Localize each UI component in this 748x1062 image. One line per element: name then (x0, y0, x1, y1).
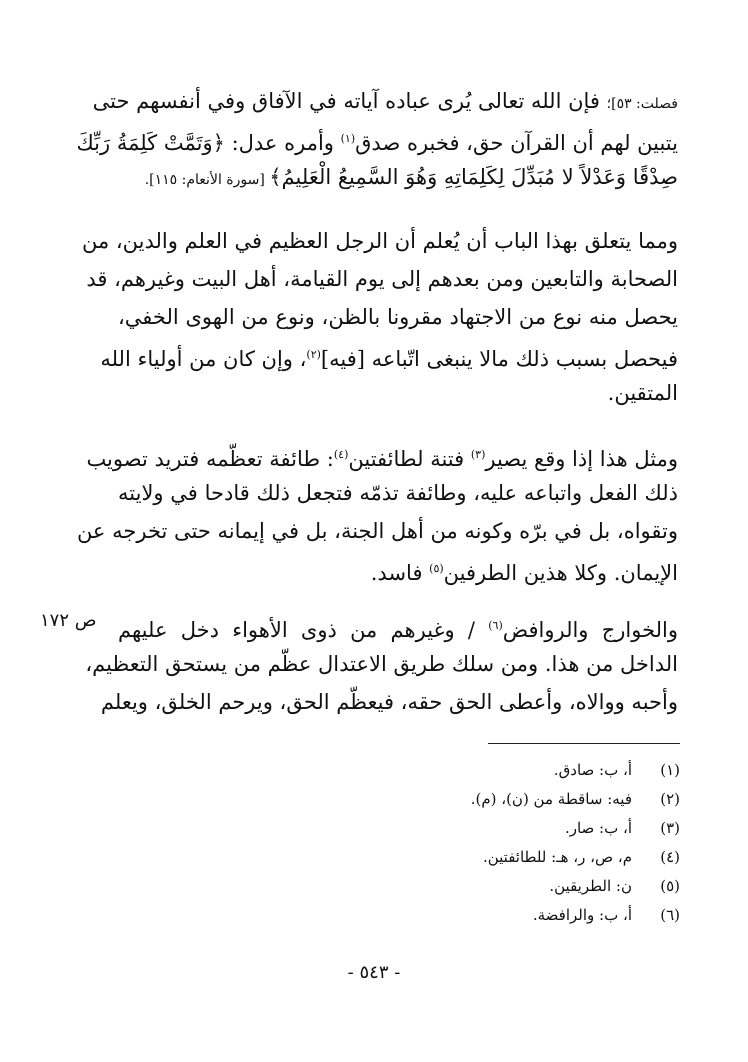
text-line: وتقواه، بل في برّه وكونه من أهل الجنة، بل في إيمانه حتى تخرجه عن (76, 519, 678, 543)
text-line (118, 158, 678, 196)
footnote-separator (488, 743, 680, 744)
text-line: ذلك الفعل واتباعه عليه، وطائفة تذمّه فتجعل ذلك قادحا في ولايته (118, 481, 678, 505)
footnote-number: (٢) (660, 790, 680, 808)
text-line: يحصل منه نوع من الاجتهاد مقرونا بالظن، ونوع من الهوى الخفي، (118, 305, 678, 329)
text-line (86, 436, 678, 474)
text-line (76, 120, 678, 158)
text-segment: الإيمان. وكلا هذين الطرفين (443, 561, 678, 585)
footnote-text: ن: الطريقين. (549, 877, 632, 895)
text-segment: يتبين لهم أن القرآن حق، فخبره صدق (355, 131, 678, 155)
paragraph-4 (85, 607, 679, 721)
paragraph-1 (76, 82, 678, 196)
marginal-page-reference: ص ١٧٢ (40, 610, 97, 631)
text-segment: فتنة لطائفتين (348, 447, 471, 471)
text-line: الصحابة والتابعين ومن بعدهم إلى يوم القيامة، أهل البيت وغيرهم، قد (86, 267, 678, 291)
text-segment: ومثل هذا إذا وقع يصير (485, 447, 678, 471)
footnote-number: (٦) (660, 906, 680, 924)
text-line: وأحبه ووالاه، وأعطى الحق حقه، فيعظّم الحق، ويرحم الخلق، ويعلم (100, 690, 678, 714)
footnote-text: أ، ب: والرافضة. (532, 906, 632, 924)
text-line (92, 82, 678, 120)
footnote-number: (٤) (660, 848, 680, 866)
text-line: الداخل من هذا. ومن سلك طريق الاعتدال عظّم من يستحق التعظيم، (85, 652, 678, 676)
verse-ref-text: فصلت: ٥٣]؛ (606, 96, 678, 112)
text-segment: ، وإن كان من أولياء الله (100, 347, 307, 371)
text-segment: : طائفة تعظّمه فتريد تصويب (86, 447, 334, 471)
footnote (300, 872, 680, 901)
footnote-marker: (٥) (429, 562, 444, 575)
footnote-marker: (٣) (470, 448, 486, 461)
footnote (300, 901, 680, 930)
text-segment: فإن الله تعالى يُرى عباده آياته في الآفاق وفي أنفسهم حتى (92, 89, 607, 113)
footnote (300, 756, 680, 785)
footnote-marker: (١) (340, 132, 356, 145)
footnote-number: (٥) (660, 877, 680, 895)
footnote-text: أ، ب: صار. (564, 819, 632, 837)
paragraph-2 (81, 222, 678, 412)
footnotes (300, 756, 680, 930)
text-segment: فيحصل بسبب ذلك مالا ينبغى اتّباعه [فيه] (320, 347, 678, 371)
footnote (300, 843, 680, 872)
text-segment: فاسد. (370, 561, 430, 585)
footnote-number: (١) (660, 761, 680, 779)
text-line (100, 336, 678, 374)
footnote (300, 814, 680, 843)
text-segment: والخوارج والروافض (502, 618, 679, 642)
paragraph-3 (76, 436, 678, 588)
text-line (118, 607, 678, 645)
page-number: - ٥٤٣ - (347, 962, 401, 983)
footnote-number: (٣) (660, 819, 680, 837)
footnote (300, 785, 680, 814)
footnote-marker: (٤) (333, 448, 349, 461)
footnote-text: م، ص، ر، هـ: للطائفتين. (482, 848, 632, 866)
footnote-marker: (٢) (306, 348, 321, 361)
text-line (118, 550, 678, 588)
text-segment: / وغيرهم من ذوى الأهواء دخل عليهم (118, 618, 489, 642)
footnote-text: فيه: ساقطة من (ن)، (م). (470, 790, 632, 808)
surah-reference: [سورة الأنعام: ١١٥]. (144, 172, 270, 188)
text-line: ومما يتعلق بهذا الباب أن يُعلم أن الرجل العظيم في العلم والدين، من (81, 229, 678, 253)
footnote-text: أ، ب: صادق. (553, 761, 632, 779)
quran-quote: صِدْقًا وَعَدْلاً لا مُبَدِّلَ لِكَلِمَاتِهِ وَهُوَ السَّمِيعُ الْعَلِيمُ﴾ (269, 165, 678, 189)
text-line: المتقين. (607, 381, 678, 405)
text-segment: وأمره عدل: ﴿وَتَمَّتْ كَلِمَةُ رَبِّكَ (76, 131, 341, 155)
footnote-marker: (٦) (488, 619, 503, 632)
